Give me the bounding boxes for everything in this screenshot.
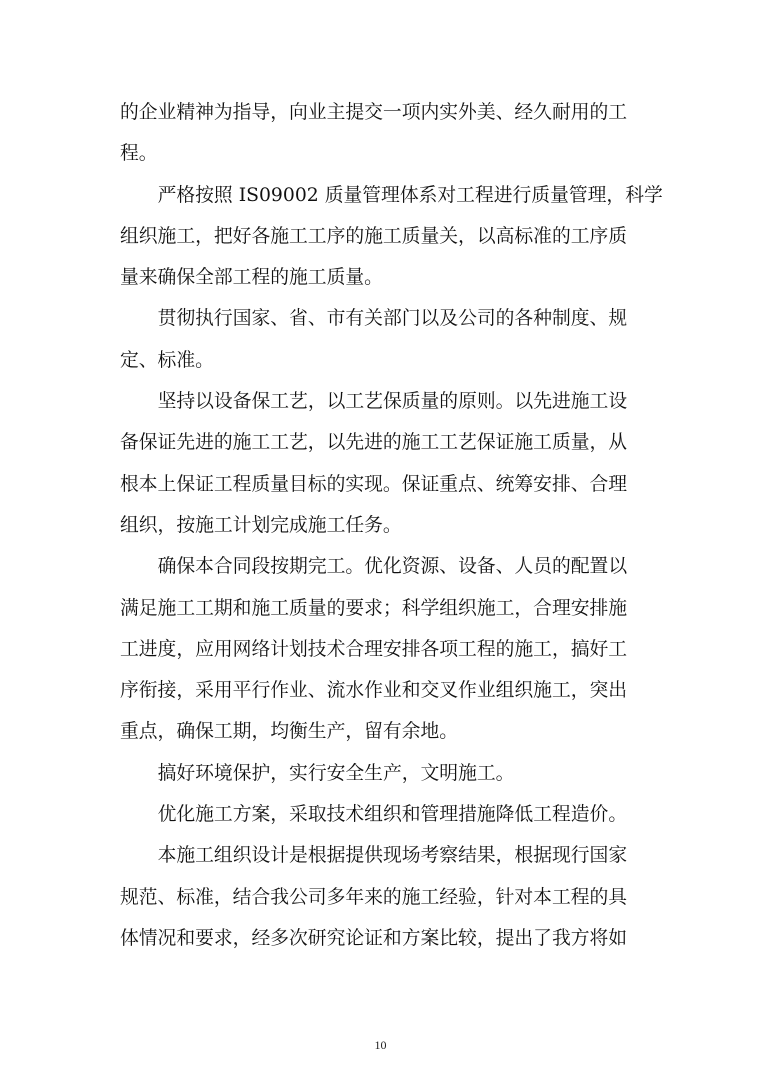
paragraph <box>120 794 660 835</box>
text-line: 优化施工方案，采取技术组织和管理措施降低工程造价。 <box>157 804 628 826</box>
document-body <box>120 92 663 959</box>
page-number: 10 <box>374 1038 387 1052</box>
text-line: 量来确保全部工程的施工质量。 <box>120 267 383 289</box>
text-line: 序衔接，采用平行作业、流水作业和交叉作业组织施工，突出 <box>120 680 628 702</box>
text-line: 组织，按施工计划完成施工任务。 <box>120 514 402 536</box>
text-line: 根本上保证工程质量目标的实现。保证重点、统筹安排、合理 <box>120 473 628 495</box>
paragraph <box>120 298 660 381</box>
paragraph <box>120 753 660 794</box>
text-line: 重点，确保工期，均衡生产，留有余地。 <box>120 721 459 743</box>
paragraph <box>120 835 660 959</box>
text-line: 组织施工，把好各施工工序的施工质量关，以高标准的工序质 <box>120 225 628 247</box>
text-line: 坚持以设备保工艺，以工艺保质量的原则。以先进施工设 <box>157 391 628 413</box>
text-line: 搞好环境保护，实行安全生产，文明施工。 <box>157 762 515 784</box>
text-line: 的企业精神为指导，向业主提交一项内实外美、经久耐用的工 <box>120 102 628 123</box>
text-line: 规范、标准，结合我公司多年来的施工经验，针对本工程的具 <box>120 886 628 908</box>
text-line: 满足施工工期和施工质量的要求；科学组织施工，合理安排施 <box>120 597 628 619</box>
paragraph <box>120 175 663 299</box>
text-line: 确保本合同段按期完工。优化资源、设备、人员的配置以 <box>157 556 628 578</box>
text-line: 本施工组织设计是根据提供现场考察结果，根据现行国家 <box>157 845 628 867</box>
paragraph <box>120 92 660 175</box>
text-line: 工进度，应用网络计划技术合理安排各项工程的施工，搞好工 <box>120 638 628 660</box>
paragraph <box>120 546 660 752</box>
text-line: 备保证先进的施工工艺，以先进的施工工艺保证施工质量，从 <box>120 432 628 454</box>
paragraph <box>120 381 660 546</box>
text-line: 程。 <box>120 143 158 165</box>
text-line: 定、标准。 <box>120 349 214 371</box>
text-line: 严格按照 IS09002 质量管理体系对工程进行质量管理，科学 <box>157 184 663 206</box>
text-line: 贯彻执行国家、省、市有关部门以及公司的各种制度、规 <box>157 308 628 330</box>
text-line: 体情况和要求，经多次研究论证和方案比较，提出了我方将如 <box>120 927 628 949</box>
